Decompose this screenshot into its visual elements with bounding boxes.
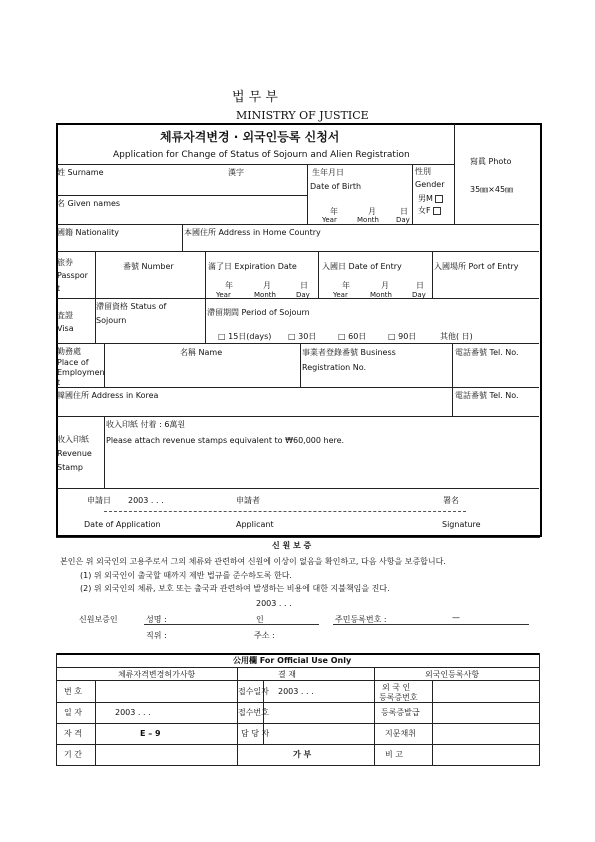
- period-option-30[interactable]: □ 30日: [288, 332, 317, 341]
- tel-label-2: 電話番號 Tel. No.: [455, 391, 519, 400]
- dob-unit-day-en: Day: [396, 216, 410, 224]
- period-option-90[interactable]: □ 90日: [388, 332, 417, 341]
- business-reg-label2: Registration No.: [302, 363, 367, 372]
- official-number-label: 번 호: [64, 687, 82, 696]
- ministry-english: MINISTRY OF JUSTICE: [236, 109, 369, 122]
- given-names-label: 名 Given names: [57, 199, 121, 208]
- exp-day-en: Day: [296, 291, 310, 299]
- guarantee-title: 신 원 보 증: [272, 541, 312, 550]
- guarantor-reg-dash: —: [452, 613, 460, 622]
- visa-label-en: Visa: [57, 324, 74, 333]
- guarantor-reg-line: [333, 624, 529, 625]
- entry-month-en: Month: [370, 291, 392, 299]
- official-col-status-change: 체류자격변경허가사항: [118, 670, 196, 679]
- employment-label-en3: t: [57, 378, 61, 387]
- guarantor-name-line: [144, 624, 319, 625]
- dob-label: 生年月日: [312, 168, 344, 177]
- passport-label: 旅券: [57, 258, 73, 267]
- entry-month: 月: [381, 281, 389, 290]
- status-sojourn-label: 滯留資格 Status of: [96, 302, 167, 311]
- exp-month-en: Month: [254, 291, 276, 299]
- period-option-other[interactable]: 其他( 日): [440, 332, 473, 341]
- official-status-value: E – 9: [140, 729, 161, 738]
- ministry-korean: 법 무 부: [232, 90, 278, 105]
- period-sojourn-label: 滯留期間 Period of Sojourn: [207, 308, 310, 317]
- official-date-label: 일 자: [64, 708, 82, 717]
- guarantor-name-label: 성명 :: [146, 615, 167, 624]
- official-alien-label2: 등록증번호: [379, 693, 418, 702]
- dob-label-en: Date of Birth: [310, 182, 362, 191]
- official-col-registration: 외국인등록사항: [425, 670, 480, 679]
- official-remarks-label: 비 고: [385, 750, 403, 759]
- dob-unit-year-en: Year: [322, 216, 337, 224]
- revenue-label-en2: Stamp: [57, 463, 83, 472]
- form-title-english: Application for Change of Status of Sojourn and Alien Registration: [113, 150, 410, 160]
- official-approve-label: 가 부: [293, 750, 312, 759]
- official-receipt-date-value: 2003 . . .: [278, 687, 314, 696]
- hanja-label: 漢字: [228, 168, 244, 177]
- guarantor-position-label: 직위 :: [146, 631, 167, 640]
- employment-label: 勤務處: [57, 347, 81, 356]
- period-option-15[interactable]: □ 15日(days): [218, 332, 272, 341]
- employment-label-en2: Employmen: [57, 368, 105, 377]
- official-status-label: 자 격: [64, 729, 82, 738]
- passport-number-label: 番號 Number: [123, 262, 174, 271]
- exp-month: 月: [263, 281, 271, 290]
- official-officer-label: 담 당 자: [241, 729, 270, 738]
- port-entry-label: 入國場所 Port of Entry: [434, 262, 519, 271]
- signature-label-en: Signature: [442, 520, 481, 529]
- entry-year: 年: [342, 281, 350, 290]
- status-sojourn-label2: Sojourn: [96, 316, 127, 325]
- photo-size: 35㎜×45㎜: [470, 185, 514, 194]
- tel-label: 電話番號 Tel. No.: [455, 348, 519, 357]
- guarantee-date[interactable]: 2003 . . .: [256, 599, 292, 608]
- official-receipt-no-label: 접수번호: [238, 708, 269, 717]
- employer-name-label: 名稱 Name: [180, 348, 223, 357]
- employment-label-en: Place of: [57, 358, 89, 367]
- dob-unit-year: 年: [330, 207, 338, 216]
- application-date-label-en: Date of Application: [84, 520, 161, 529]
- revenue-label: 收入印紙: [57, 435, 89, 444]
- applicant-label-en: Applicant: [236, 520, 274, 529]
- gender-female[interactable]: 女F: [418, 206, 441, 216]
- official-col-approval: 결 재: [278, 670, 296, 679]
- passport-label-en2: t: [57, 284, 61, 293]
- guarantee-body: 본인은 위 외국인의 고용주로서 그의 체류와 관련하여 신원에 이상이 없음을 확인하고, 다음 사항을 보증합니다.: [60, 557, 446, 566]
- revenue-note-ko: 收入印紙 付着 : 6萬원: [106, 420, 186, 429]
- dob-unit-day: 日: [400, 207, 408, 216]
- gender-male[interactable]: 男M: [418, 194, 443, 204]
- photo-label: 寫眞 Photo: [470, 157, 512, 166]
- entry-day: 日: [416, 281, 424, 290]
- official-alien-label: 외 국 인: [382, 683, 411, 692]
- guarantor-label: 신원보증인: [79, 615, 118, 624]
- official-date-value: 2003 . . .: [115, 708, 151, 717]
- exp-day: 日: [300, 281, 308, 290]
- revenue-note-en: Please attach revenue stamps equivalent to ₩60,000 here.: [106, 436, 345, 445]
- entry-year-en: Year: [333, 291, 348, 299]
- guarantee-item2: (2) 위 외국인의 체류, 보호 또는 출국과 관련하여 발생하는 비용에 대한 지불책임을 진다.: [80, 584, 390, 593]
- guarantor-seal: 인: [256, 615, 264, 624]
- business-reg-label: 事業者登錄番號 Business: [302, 348, 396, 357]
- official-period-label: 기 간: [64, 750, 82, 759]
- official-title: 公用欄 For Official Use Only: [233, 656, 352, 665]
- applicant-label: 申請者: [236, 496, 260, 505]
- official-fingerprint-label: 지문채취: [385, 729, 416, 738]
- passport-label-en: Passpor: [57, 271, 88, 280]
- application-date-label: 申請日: [87, 496, 111, 505]
- visa-label: 査證: [57, 311, 73, 320]
- official-card-issue-label: 등록증발급: [381, 708, 420, 717]
- guarantee-item1: (1) 위 외국인이 출국할 때까지 제반 법규를 준수하도록 한다.: [80, 571, 292, 580]
- exp-year: 年: [225, 281, 233, 290]
- surname-label: 姓 Surname: [57, 168, 104, 177]
- expiration-label: 滿了日 Expiration Date: [208, 262, 297, 271]
- guarantor-address-label: 주소 :: [254, 631, 275, 640]
- guarantor-reg-label: 주민등록번호 :: [335, 615, 387, 624]
- official-receipt-date-label: 접수일자: [238, 687, 269, 696]
- nationality-label: 國籍 Nationality: [57, 228, 119, 237]
- home-address-label: 本國住所 Address in Home Country: [184, 228, 321, 237]
- male-checkbox[interactable]: [435, 195, 443, 203]
- entry-day-en: Day: [412, 291, 426, 299]
- revenue-label-en: Revenue: [57, 449, 92, 458]
- exp-year-en: Year: [216, 291, 231, 299]
- korea-address-label: 韓國住所 Address in Korea: [57, 391, 159, 400]
- gender-label: 性別: [415, 167, 431, 176]
- female-checkbox[interactable]: [433, 207, 441, 215]
- entry-date-label: 入國日 Date of Entry: [322, 262, 402, 271]
- signature-dashed-line: [104, 511, 466, 512]
- dob-unit-month: 月: [368, 207, 376, 216]
- gender-label-en: Gender: [415, 180, 445, 189]
- period-option-60[interactable]: □ 60日: [338, 332, 367, 341]
- signature-label: 署名: [443, 496, 459, 505]
- dob-unit-month-en: Month: [357, 216, 379, 224]
- application-date-value[interactable]: 2003 . . .: [128, 496, 164, 505]
- form-title-korean: 체류자격변경 · 외국인등록 신청서: [160, 130, 340, 144]
